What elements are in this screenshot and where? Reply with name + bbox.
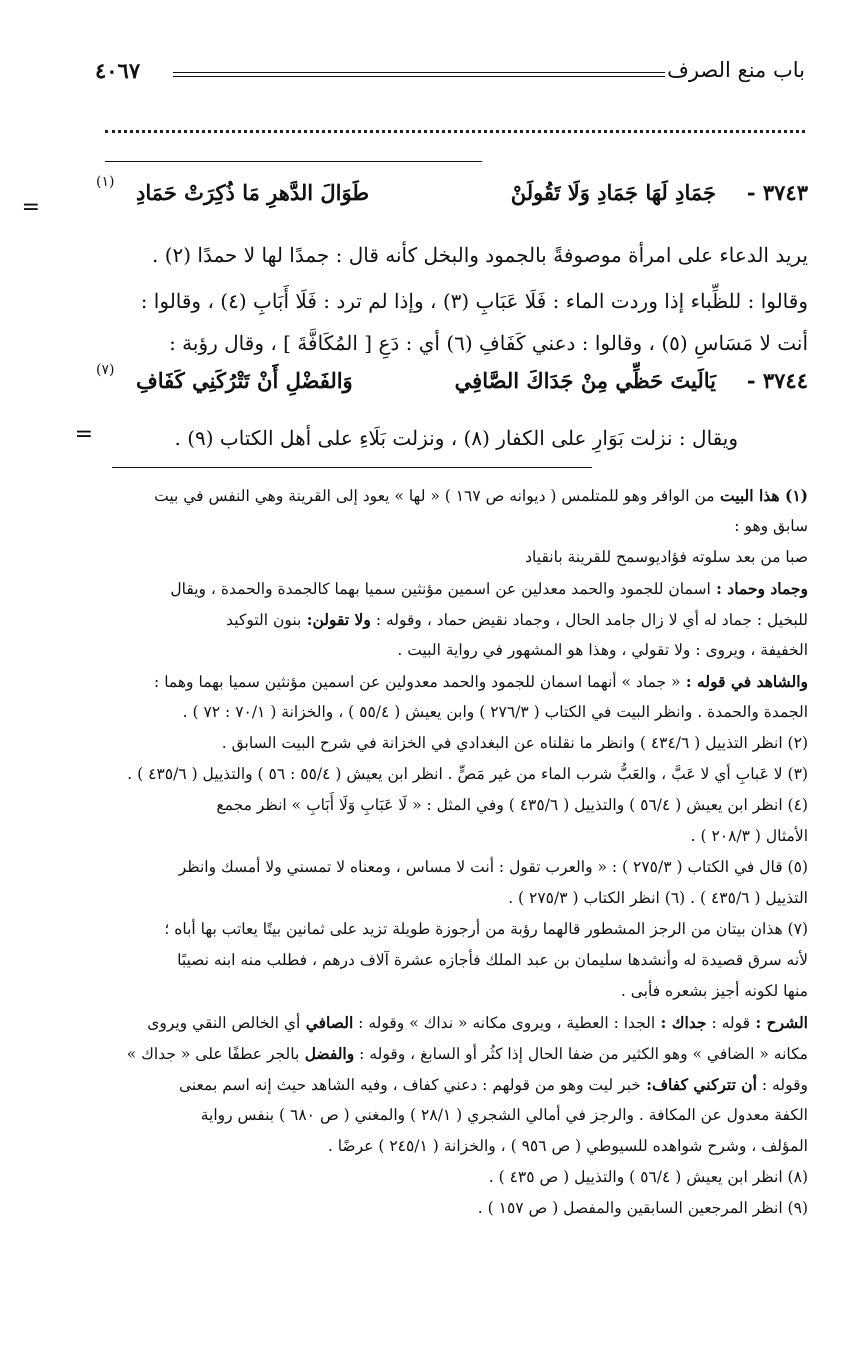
footnote-line <box>96 728 808 759</box>
footnote-text: أي الخالص النقي ويروى <box>147 1014 301 1032</box>
footnote-line <box>96 821 808 852</box>
footnote-keyword: والفضل <box>299 1044 355 1063</box>
footnote-separator <box>112 467 592 468</box>
verse-hemistich-2: طَوَالَ الدَّهرِ مَا ذُكِرَتْ حَمَادِ <box>136 180 370 205</box>
footnote-line <box>96 945 808 976</box>
footnote-text: (٤) انظر ابن يعيش ( ٥٦/٤ ) والتذييل ( ٤٣٥/٦ ) وفي المثل : « لَا عَبَابِ وَلَا أَبَابِ » انظر مجمع <box>216 796 808 814</box>
verse-hemistich-2: وَالفَضْلِ أَنْ تَتْرُكَنِي كَفَافِ <box>136 368 353 393</box>
footnote-text: خبر ليت وهو من قولهم : دعني كفاف ، وفيه الشاهد حيث إنه اسم بمعنى <box>178 1076 641 1094</box>
footnote-line <box>96 1069 808 1100</box>
footnote-keyword: الشرح : <box>750 1013 808 1032</box>
footnote-line <box>96 573 808 604</box>
header-rule <box>173 76 665 77</box>
margin-mark: = <box>74 422 93 447</box>
footnote-text: من الوافر وهو للمتلمس ( ديوانه ص ١٦٧ ) « لها » يعود إلى القرينة وهي النفس في بيت <box>154 487 715 505</box>
footnote-text: (٣) لا عَبابِ أي لا عَبَّ ، والعَبُّ شرب الماء من غير مَصٍّ . انظر ابن يعيش ( ٥٥/٤ : ٥٦ ) والتذييل ( ٤٣٥/٦ ) . <box>127 765 808 783</box>
footnote-text: الجمدة والحمدة . وانظر البيت في الكتاب ( ٢٧٦/٣ ) وابن يعيش ( ٥٥/٤ ) ، والخزانة ( ٧٠/١ : ٧٢ ) . <box>182 703 808 721</box>
main-text-line: أنت لا مَسَاسِ (٥) ، وقالوا : دعني كَفَافِ (٦) أي : دَعِ [ المُكَافَّةَ ] ، وقال رؤبة : <box>169 331 808 355</box>
footnote-line <box>96 635 808 666</box>
footnote-keyword: أن تتركني كفاف: <box>640 1075 757 1094</box>
margin-mark: = <box>21 195 40 220</box>
poem-hemistich-1: صبا من بعد سلوته فؤادي <box>656 548 808 566</box>
footnote-line <box>96 883 808 914</box>
footnote-text: (٨) انظر ابن يعيش ( ٥٦/٤ ) والتذييل ( ص ٤٣٥ ) . <box>488 1168 808 1186</box>
footnote-text: (٥) قال في الكتاب ( ٢٧٥/٣ ) : « والعرب تقول : أنت لا مساس ، ومعناه لا تمسني ولا أمسك وانظر <box>178 858 808 876</box>
header-rule <box>173 72 665 73</box>
main-text-line: وقالوا : للظِّباء إذا وردت الماء : فَلَا عَبَابِ (٣) ، وإذا لم ترد : فَلَا أَبَابِ (٤) ، وقالوا : <box>140 289 808 313</box>
footnote-text: وقوله : <box>756 1076 808 1094</box>
verse-hemistich-1: يَالَيتَ حَظِّي مِنْ جَدَاكَ الصَّافِي <box>454 368 716 393</box>
verse-number: ٣٧٤٤ - <box>746 368 808 393</box>
dotted-separator <box>105 130 805 139</box>
footnote-line <box>96 852 808 883</box>
footnote-line <box>96 1131 808 1162</box>
footnote-keyword: والشاهد في قوله : <box>680 672 808 691</box>
footnote-line <box>96 759 808 790</box>
footnote-line <box>96 914 808 945</box>
footnote-line <box>96 790 808 821</box>
footnote-line <box>96 697 808 728</box>
footnote-text: قوله : <box>706 1014 751 1032</box>
verse-3743 <box>96 174 808 222</box>
main-text-line: يريد الدعاء على امرأة موصوفةً بالجمود والبخل كأنه قال : جمدًا لها لا حمدًا (٢) . <box>151 243 808 267</box>
footnote-ref: (١) <box>96 174 115 190</box>
footnote-line <box>96 604 808 635</box>
footnote-text: الكفة معدول عن المكافة . والرجز في أمالي الشجري ( ٢٨/١ ) والمغني ( ص ٦٨٠ ) بنفس رواية <box>200 1106 808 1124</box>
footnote-text: المؤلف ، وشرح شواهده للسيوطي ( ص ٩٥٦ ) ، والخزانة ( ٢٤٥/١ ) عرضًا . <box>327 1137 808 1155</box>
footnote-text: التذييل ( ٤٣٥/٦ ) . (٦) انظر الكتاب ( ٢٧٥/٣ ) . <box>508 889 808 907</box>
footnote-text: لأنه سرق قصيدة له وأنشدها سليمان بن عبد الملك فأجازه عشرة آلاف درهم ، فطلب منه ابنه نصيبًا <box>177 951 808 969</box>
footnote-line <box>96 511 808 542</box>
verse-3744 <box>96 362 808 410</box>
footnote-line <box>96 666 808 697</box>
footnote-text: (٧) هذان بيتان من الرجز المشطور قالهما رؤبة من أرجوزة طويلة تزيد على ثمانين بيتًا يعاتب بها أباه ؛ <box>164 920 808 938</box>
footnotes <box>96 480 808 1224</box>
footnote-text: (٢) انظر التذييل ( ٤٣٤/٦ ) وانظر ما نقلناه عن البغدادي في الخزانة في شرح البيت السابق . <box>221 734 808 752</box>
footnote-line <box>96 976 808 1007</box>
footnote-keyword: (١) هذا البيت <box>714 486 808 505</box>
page-number: ٤٠٦٧ <box>95 58 141 83</box>
footnote-line <box>96 480 808 511</box>
footnote-line <box>96 542 808 573</box>
footnote-ref: (٧) <box>96 362 115 378</box>
footnote-text: بالجر عطفًا على « جداك » <box>126 1045 300 1063</box>
footnote-text: سابق وهو : <box>734 517 808 535</box>
footnote-text: بنون التوكيد <box>226 611 302 629</box>
footnote-text: الجدا : العطية ، ويروى مكانه « نداك » وقوله : <box>353 1014 656 1032</box>
footnote-text: منها لكونه أجيز بشعره فأبى . <box>620 982 808 1000</box>
verse-number: ٣٧٤٣ - <box>746 180 808 205</box>
footnote-line <box>96 1007 808 1038</box>
footnote-keyword: وجماد وحماد : <box>710 579 808 598</box>
footnote-keyword: الصافي <box>300 1013 354 1032</box>
footnote-line <box>96 1038 808 1069</box>
verse-hemistich-1: جَمَادِ لَهَا جَمَادِ وَلَا تَقُولَنْ <box>510 180 716 205</box>
main-text-line: ويقال : نزلت بَوَارِ على الكفار (٨) ، ونزلت بَلَاءِ على أهل الكتاب (٩) . <box>174 426 738 450</box>
running-header <box>95 58 805 92</box>
poem-hemistich-2: وسمح للقرينة بانقياد <box>525 548 656 566</box>
footnote-text: للبخيل : جماد له أي لا زال جامد الحال ، وجماد نقيض حماد ، وقوله : <box>370 611 808 629</box>
footnote-keyword: ولا تقولن: <box>301 610 371 629</box>
footnote-line <box>96 1162 808 1193</box>
footnote-keyword: جداك : <box>655 1013 707 1032</box>
footnote-line <box>96 1193 808 1224</box>
footnote-text: مكانه « الضافي » وهو الكثير من ضفا الحال إذا كثُر أو السابغ ، وقوله : <box>354 1045 808 1063</box>
footnote-text: اسمان للجمود والحمد معدلين عن اسمين مؤنثين سميا بهما كالجمدة والحمدة ، ويقال <box>170 580 711 598</box>
footnote-text: « جماد » أنهما اسمان للجمود والحمد معدولين عن اسمين مؤنثين سميا بهما وهما : <box>154 673 681 691</box>
chapter-title: باب منع الصرف <box>667 58 805 82</box>
footnote-line <box>96 1100 808 1131</box>
footnote-text: الخفيفة ، ويروى : ولا تقولي ، وهذا هو المشهور في رواية البيت . <box>397 641 808 659</box>
footnote-text: الأمثال ( ٢٠٨/٣ ) . <box>690 827 808 845</box>
verse-rule <box>105 161 482 162</box>
footnote-text: (٩) انظر المرجعين السابقين والمفصل ( ص ١٥٧ ) . <box>477 1199 808 1217</box>
